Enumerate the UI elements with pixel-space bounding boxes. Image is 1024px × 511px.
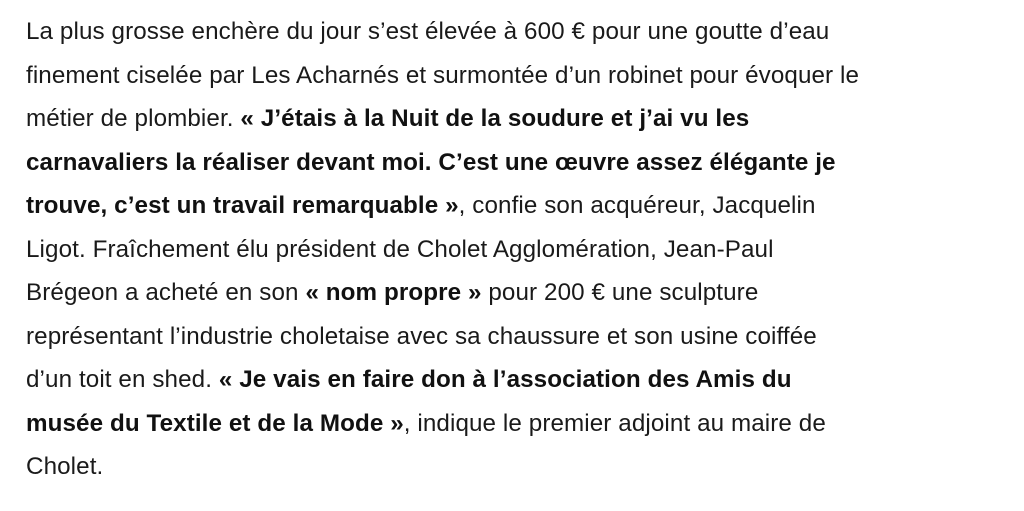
- text-line: [26, 402, 1024, 446]
- text-line: [26, 445, 1024, 489]
- text-segment: d’un toit en shed.: [26, 366, 219, 393]
- text-segment: , indique le premier adjoint au maire de: [403, 409, 826, 437]
- text-segment: , confie son acquéreur, Jacquelin: [458, 192, 816, 219]
- text-line: [26, 271, 1024, 315]
- text-segment: métier de plombier.: [26, 105, 241, 132]
- text-line: [26, 54, 1024, 98]
- text-segment: finement ciselée par Les Acharnés et surmontée d’un robinet pour évoquer le: [26, 61, 860, 89]
- text-line: [26, 141, 1024, 185]
- text-segment: représentant l’industrie choletaise avec sa chaussure et son usine coiffée: [26, 322, 817, 350]
- text-segment: pour 200 € une sculpture: [481, 279, 759, 306]
- text-segment: La plus grosse enchère du jour s’est élevée à 600 € pour une goutte d’eau: [26, 18, 830, 45]
- quote-segment: « Je vais en faire don à l’association des Amis du: [218, 366, 792, 393]
- text-line: [26, 10, 1024, 54]
- quote-segment: trouve, c’est un travail remarquable »: [26, 192, 459, 219]
- quote-segment: « J’étais à la Nuit de la soudure et j’ai vu les: [240, 105, 750, 132]
- text-line: [26, 228, 1024, 272]
- article-paragraph: [26, 10, 1024, 489]
- quote-segment: carnavaliers la réaliser devant moi. C’est une œuvre assez élégante je: [26, 148, 836, 176]
- text-segment: Cholet.: [26, 453, 104, 480]
- text-line: [26, 315, 1024, 359]
- text-segment: Ligot. Fraîchement élu président de Cholet Agglomération, Jean-Paul: [26, 235, 774, 263]
- text-line: [26, 358, 1024, 402]
- quote-segment: musée du Textile et de la Mode »: [26, 409, 404, 437]
- text-line: [26, 97, 1024, 141]
- text-segment: Brégeon a acheté en son: [26, 279, 306, 306]
- quote-segment: « nom propre »: [305, 279, 482, 306]
- text-line: [26, 184, 1024, 228]
